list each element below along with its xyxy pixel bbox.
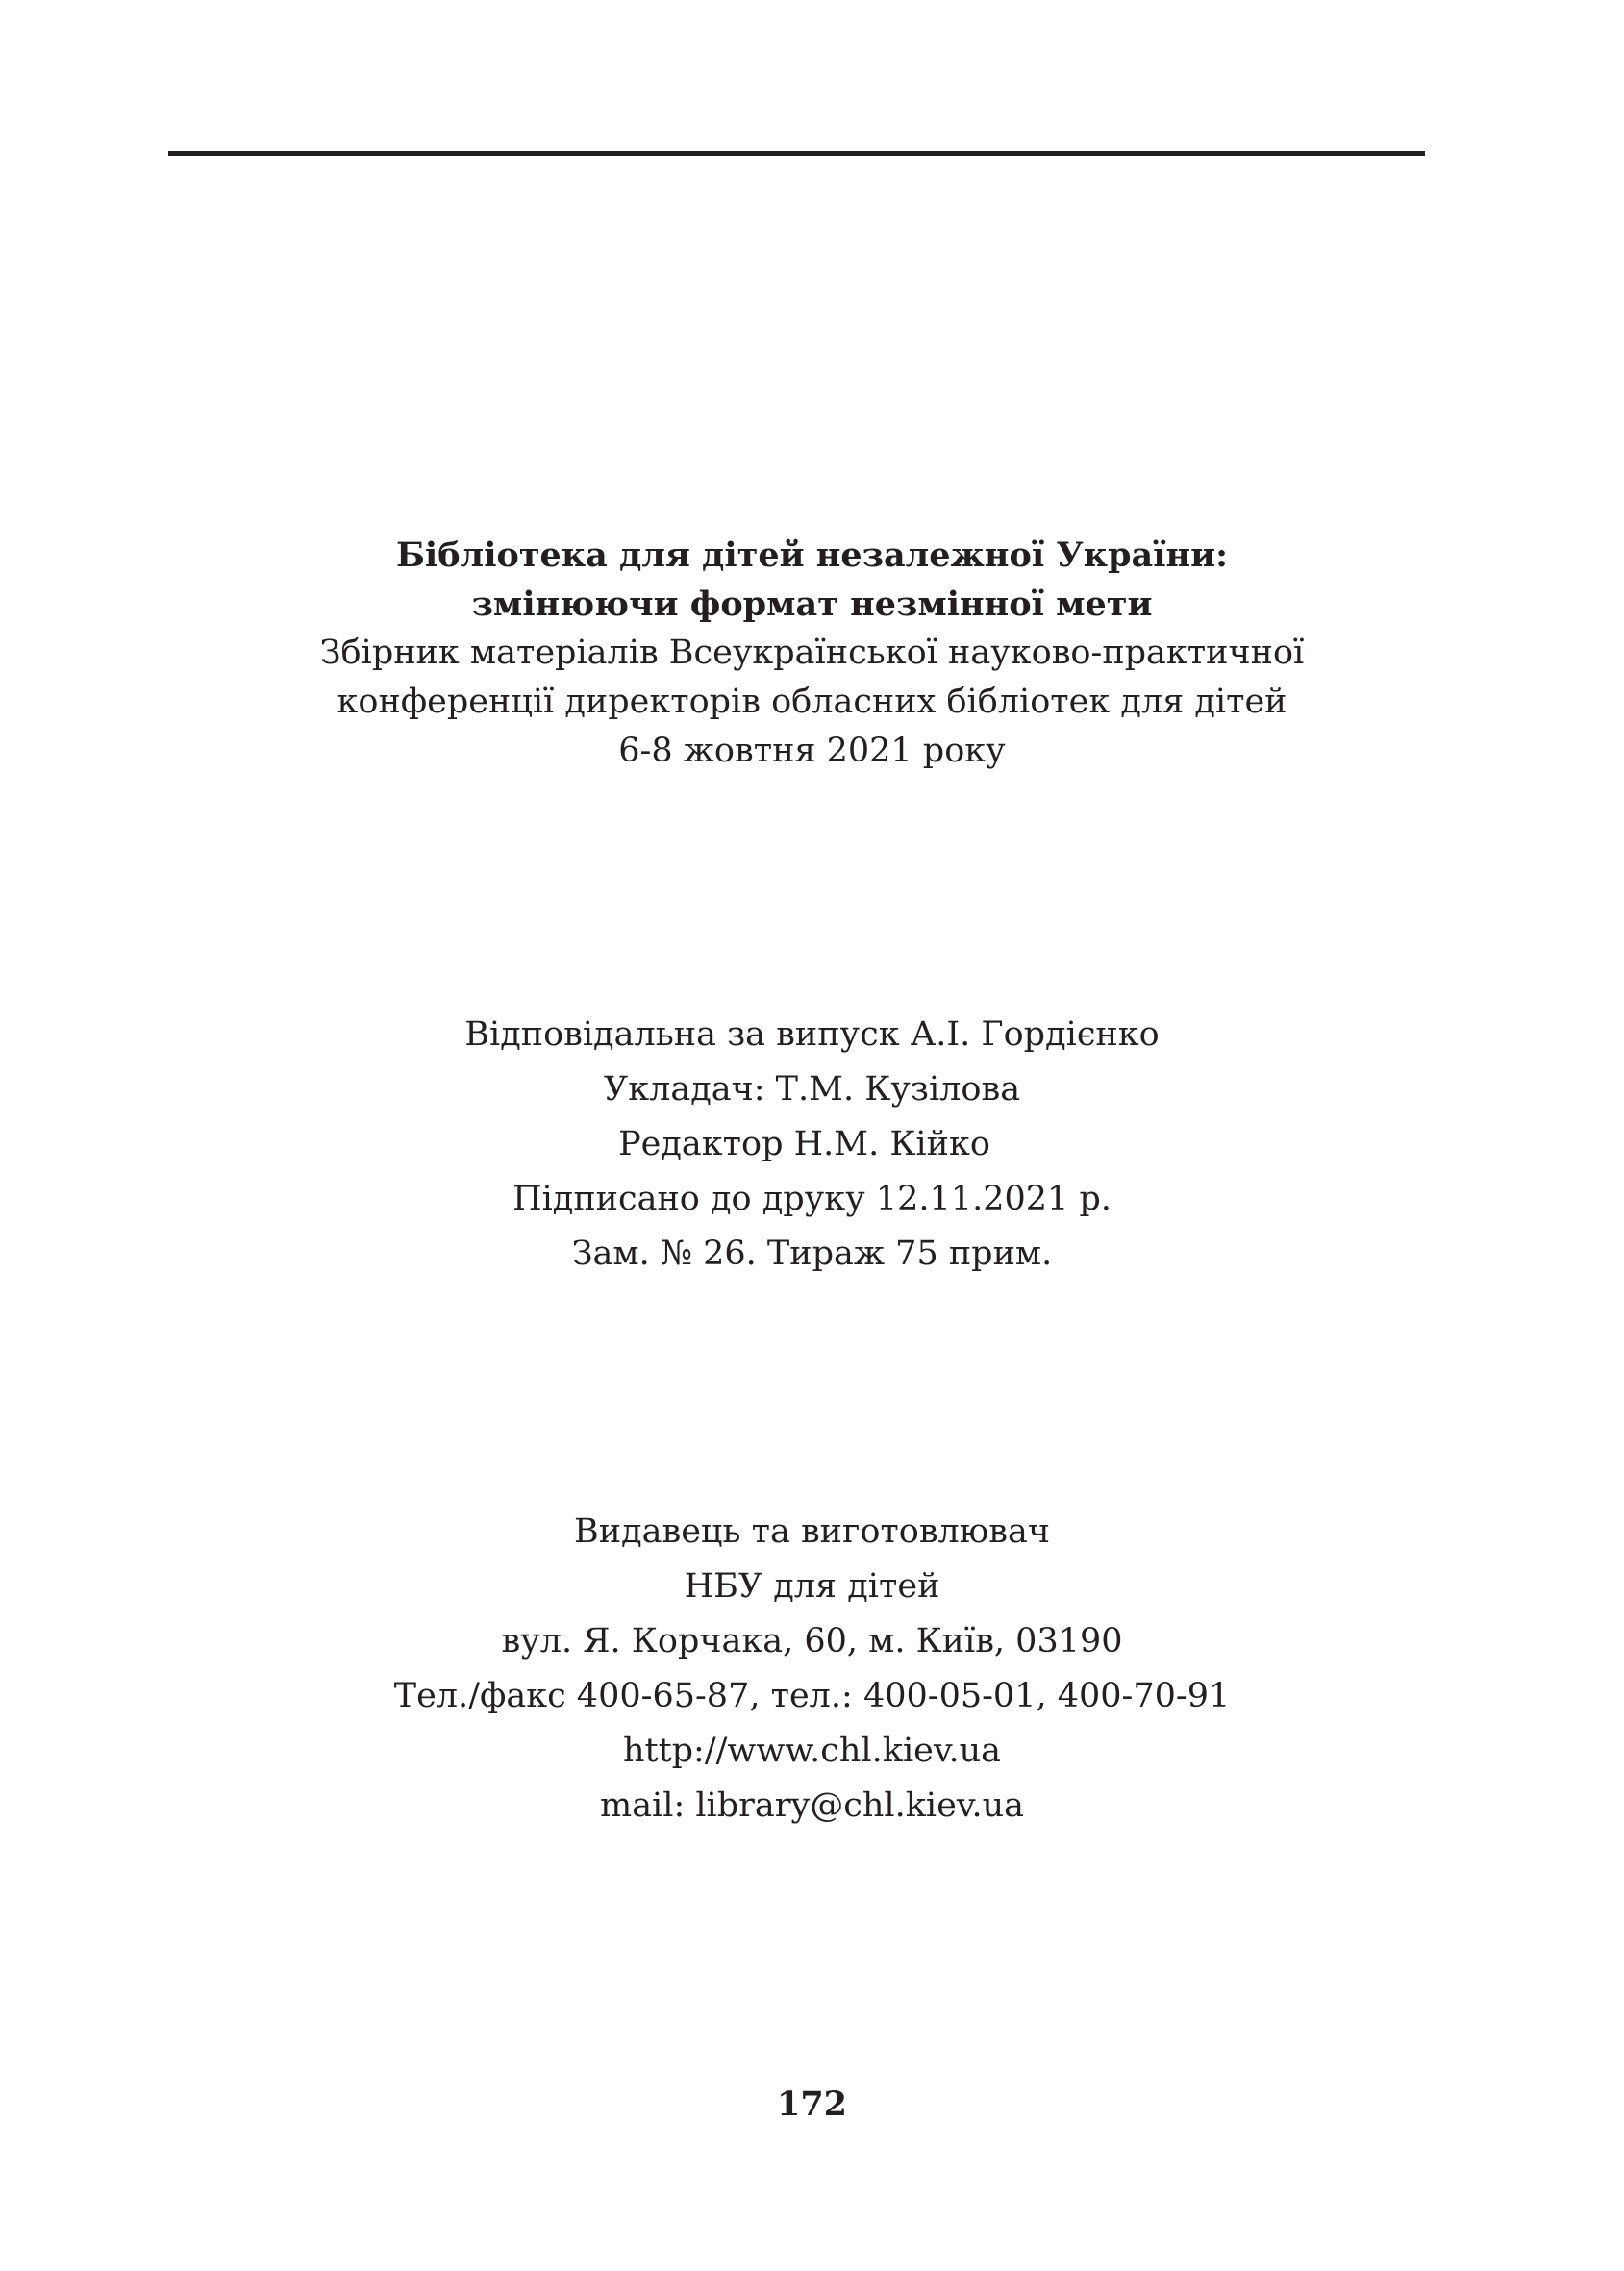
publisher-name: НБУ для дітей	[684, 1567, 940, 1606]
credits-block	[0, 1008, 1624, 1282]
responsible-person: Відповідальна за випуск А.І. Гордієнко	[464, 1015, 1160, 1054]
page-number: 172	[776, 2084, 848, 2124]
book-subtitle-line-2: конференції директорів обласних бібліотек для дітей	[337, 683, 1287, 721]
publisher-heading: Видавець та виготовлювач	[574, 1512, 1050, 1551]
signed-to-print: Підписано до друку 12.11.2021 р.	[512, 1180, 1112, 1218]
conference-date: 6-8 жовтня 2021 року	[618, 732, 1006, 770]
book-subtitle-line-1: Збірник матеріалів Всеукраїнської науково-практичної	[319, 634, 1305, 672]
header-rule	[168, 151, 1425, 156]
publisher-block	[0, 1505, 1624, 1834]
publisher-phones: Тел./факс 400-65-87, тел.: 400-05-01, 400-70-91	[393, 1677, 1231, 1715]
book-title-line-2: змінюючи формат незмінної мети	[471, 585, 1153, 624]
publisher-address: вул. Я. Корчака, 60, м. Київ, 03190	[501, 1622, 1123, 1660]
compiler: Укладач: Т.М. Кузілова	[603, 1070, 1021, 1109]
book-title-line-1: Бібліотека для дітей незалежної України:	[396, 536, 1228, 575]
book-title-block	[0, 531, 1624, 776]
editor: Редактор Н.М. Кійко	[618, 1125, 990, 1163]
order-and-print-run: Зам. № 26. Тираж 75 прим.	[571, 1235, 1053, 1273]
publisher-website: http://www.chl.kiev.ua	[622, 1732, 1002, 1770]
publisher-email: mail: library@chl.kiev.ua	[600, 1786, 1024, 1825]
